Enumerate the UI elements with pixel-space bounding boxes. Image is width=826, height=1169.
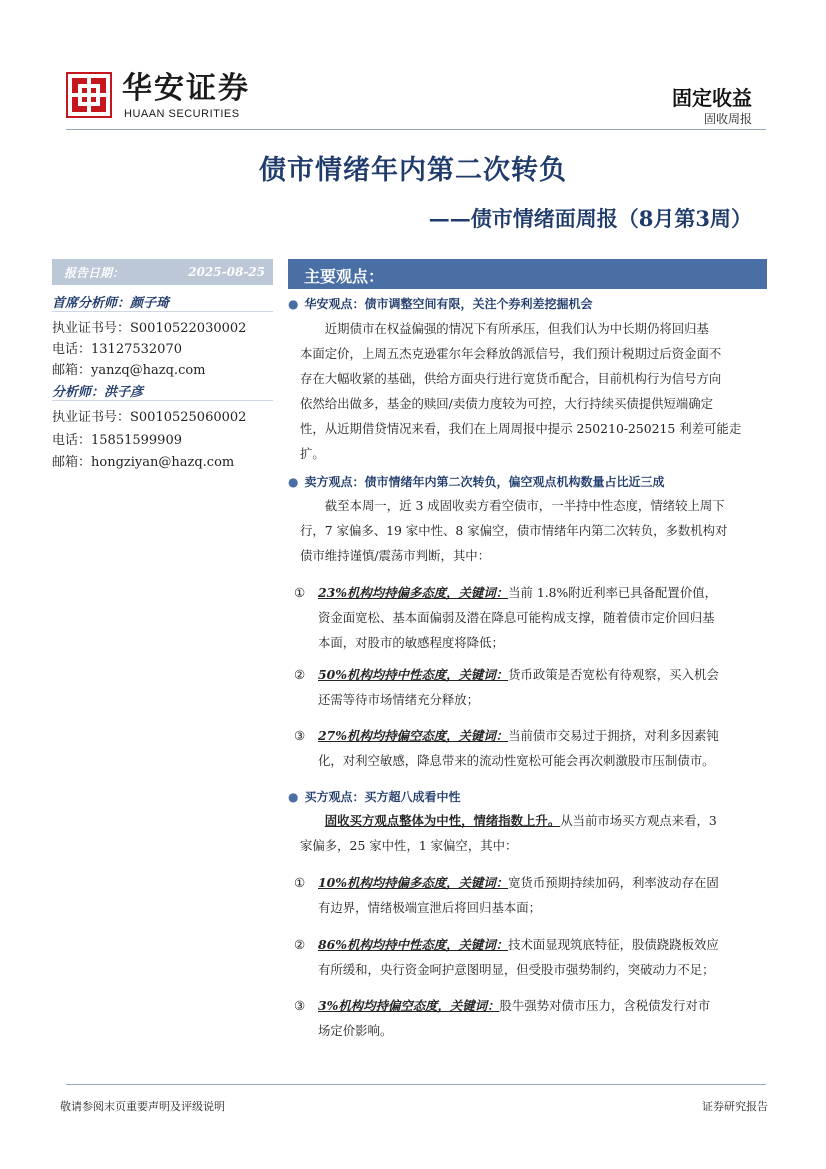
sell-view-paragraph xyxy=(300,493,766,568)
buy-item-bearish xyxy=(294,993,766,1043)
item-number: ① xyxy=(294,875,306,890)
item-text: 货币政策是否宽松有待观察，买入机会 xyxy=(508,667,719,682)
bullet-icon: ● xyxy=(288,475,299,489)
huaan-view-heading: ● 华安观点：债市调整空间有限，关注个券利差挖掘机会 xyxy=(288,297,593,311)
analyst-heading: 分析师：洪子彦 xyxy=(52,385,144,400)
huaan-view-paragraph xyxy=(300,316,766,466)
item-number: ① xyxy=(294,585,306,600)
report-date-value: 2025-08-25 xyxy=(188,265,265,279)
item-text: 有边界，情绪极端宣泄后将回归基本面； xyxy=(318,900,542,915)
logo-text-en: HUAAN SECURITIES xyxy=(124,108,240,120)
buy-item-bullish xyxy=(294,870,766,920)
buy-view-paragraph xyxy=(300,808,766,858)
analyst-divider xyxy=(52,311,273,312)
analyst-phone: 电话：15851599909 xyxy=(52,433,182,448)
buy-item-neutral xyxy=(294,932,766,982)
header-divider xyxy=(66,129,766,130)
report-title: 债市情绪年内第二次转负 xyxy=(259,155,567,186)
buy-view-lead: 固收买方观点整体为中性，情绪指数上升。 xyxy=(324,813,561,828)
paragraph-line: 依然给出做多，基金的赎回/卖债力度较为可控，大行持续买债提供短端确定 xyxy=(300,396,714,411)
bullet-icon: ● xyxy=(288,790,299,804)
analyst-email[interactable]: 邮箱：hongziyan@hazq.com xyxy=(52,455,235,470)
item-number: ③ xyxy=(294,998,306,1013)
sell-view-heading: ● 卖方观点：债市情绪年内第二次转负，偏空观点机构数量占比近三成 xyxy=(288,475,665,489)
item-text: 宽货币预期持续加码，利率波动存在固 xyxy=(508,875,719,890)
footer-divider xyxy=(66,1084,766,1085)
sell-item-bullish xyxy=(294,580,766,655)
report-date-bar xyxy=(52,259,273,285)
item-text: 还需等待市场情绪充分释放； xyxy=(318,692,480,707)
item-text: 当前债市交易过于拥挤，对利多因素钝 xyxy=(508,728,719,743)
item-keyword: 50%机构均持中性态度，关键词： xyxy=(318,667,509,682)
paragraph-line: 扩。 xyxy=(300,446,325,461)
chief-analyst-cert: 执业证书号：S0010522030002 xyxy=(52,321,247,336)
paragraph-line: 近期债市在权益偏强的情况下有所承压，但我们认为中长期仍将回归基 xyxy=(324,321,709,336)
paragraph-line: 性，从近期借贷情况来看，我们在上周周报中提示 250210-250215 利差可能走 xyxy=(300,421,742,436)
item-number: ③ xyxy=(294,728,306,743)
item-number: ② xyxy=(294,667,306,682)
paragraph-line: 存在大幅收紧的基础，供给方面央行进行宽货币配合，目前机构行为信号方向 xyxy=(300,371,722,386)
report-date-label: 报告日期： xyxy=(64,265,125,280)
item-text: 技术面显现筑底特征，股债跷跷板效应 xyxy=(508,937,719,952)
main-views-bar xyxy=(288,259,767,289)
paragraph-line: 家偏多，25 家中性，1 家偏空，其中： xyxy=(300,838,518,853)
buy-view-heading: ● 买方观点：买方超八成看中性 xyxy=(288,790,461,804)
item-text: 股牛强势对债市压力，含税债发行对市 xyxy=(499,998,711,1013)
chief-analyst-email[interactable]: 邮箱：yanzq@hazq.com xyxy=(52,363,206,378)
item-keyword: 10%机构均持偏多态度，关键词： xyxy=(318,875,509,890)
paragraph-line: 截至本周一，近 3 成固收卖方看空债市，一半持中性态度，情绪较上周下 xyxy=(324,498,725,513)
paragraph-line: 从当前市场买方观点来看，3 xyxy=(560,813,717,828)
paragraph-line: 本面定价，上周五杰克逊霍尔年会释放鸽派信号，我们预计税期过后资金面不 xyxy=(300,346,722,361)
item-text: 场定价影响。 xyxy=(318,1023,393,1038)
item-text: 当前 1.8%附近利率已具备配置价值， xyxy=(508,585,717,600)
report-category: 固定收益 xyxy=(672,86,752,110)
main-views-title: 主要观点： xyxy=(304,267,385,286)
item-text: 资金面宽松、基本面偏弱及潜在降息可能构成支撑，随着债市定价回归基 xyxy=(318,610,715,625)
item-keyword: 3%机构均持偏空态度，关键词： xyxy=(318,998,500,1013)
item-keyword: 23%机构均持偏多态度，关键词： xyxy=(318,585,509,600)
analyst-divider xyxy=(52,400,273,401)
bullet-icon: ● xyxy=(288,297,299,311)
item-number: ② xyxy=(294,937,306,952)
footer-report-type: 证券研究报告 xyxy=(702,1100,768,1113)
analyst-cert: 执业证书号：S0010525060002 xyxy=(52,410,247,425)
chief-analyst-heading: 首席分析师：颜子琦 xyxy=(52,296,170,311)
sell-item-bearish xyxy=(294,723,766,773)
report-subtitle: ——债市情绪面周报（8月第3周） xyxy=(428,206,752,231)
company-logo-icon xyxy=(66,72,112,118)
item-text: 本面，对股市的敏感程度将降低； xyxy=(318,635,504,650)
sell-item-neutral xyxy=(294,662,766,712)
item-keyword: 86%机构均持中性态度，关键词： xyxy=(318,937,509,952)
paragraph-line: 行，7 家偏多、19 家中性、8 家偏空，债市情绪年内第二次转负，多数机构对 xyxy=(300,523,728,538)
paragraph-line: 债市维持谨慎/震荡市判断，其中： xyxy=(300,548,491,563)
item-text: 化，对利空敏感，降息带来的流动性宽松可能会再次刺激股市压制债市。 xyxy=(318,753,715,768)
report-subcategory: 固收周报 xyxy=(703,112,752,126)
chief-analyst-phone: 电话：13127532070 xyxy=(52,342,182,357)
item-text: 有所缓和，央行资金呵护意图明显，但受股市强势制约，突破动力不足； xyxy=(318,962,715,977)
footer-disclaimer: 敬请参阅末页重要声明及评级说明 xyxy=(60,1100,225,1113)
item-keyword: 27%机构均持偏空态度，关键词： xyxy=(318,728,509,743)
logo-text-cn: 华安证券 xyxy=(122,71,250,106)
